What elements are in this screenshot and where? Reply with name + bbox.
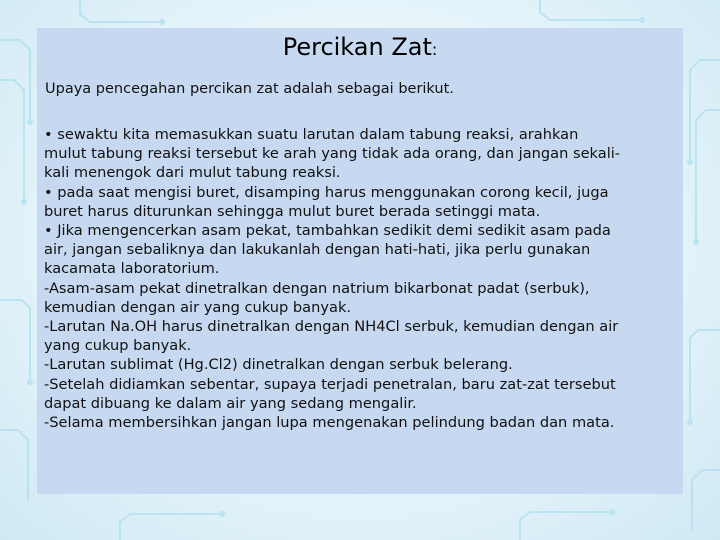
- text-line: -Larutan Na.OH harus dinetralkan dengan NH4Cl serbuk, kemudian dengan air: [44, 318, 619, 336]
- slide-title-text: Percikan Zat: [282, 33, 432, 61]
- text-line: yang cukup banyak.: [44, 337, 192, 355]
- text-line: -Asam-asam pekat dinetralkan dengan natrium bikarbonat padat (serbuk),: [44, 279, 590, 297]
- slide-title: [37, 30, 683, 67]
- text-line: kacamata laboratorium.: [44, 260, 220, 278]
- text-line: mulut tabung reaksi tersebut ke arah yang tidak ada orang, dan jangan sekali-: [44, 145, 621, 163]
- text-line: air, jangan sebaliknya dan lakukanlah dengan hati-hati, jika perlu gunakan: [44, 241, 591, 259]
- slide-title-colon: :: [431, 40, 438, 59]
- content-panel: [37, 28, 683, 494]
- text-line: • sewaktu kita memasukkan suatu larutan dalam tabung reaksi, arahkan: [44, 126, 579, 143]
- text-line: buret harus diturunkan sehingga mulut buret berada setinggi mata.: [44, 202, 541, 220]
- body-text: [44, 125, 676, 432]
- text-line: • pada saat mengisi buret, disamping harus menggunakan corong kecil, juga: [44, 183, 609, 201]
- text-line: -Larutan sublimat (Hg.Cl2) dinetralkan dengan serbuk belerang.: [44, 356, 513, 374]
- text-line: -Setelah didiamkan sebentar, supaya terjadi penetralan, baru zat-zat tersebut: [44, 375, 616, 393]
- text-line: dapat dibuang ke dalam air yang sedang mengalir.: [44, 394, 417, 412]
- intro-text: Upaya pencegahan percikan zat adalah sebagai berikut.: [45, 81, 454, 97]
- text-line: kemudian dengan air yang cukup banyak.: [44, 298, 352, 316]
- text-line: kali menengok dari mulut tabung reaksi.: [44, 164, 341, 182]
- text-line: -Selama membersihkan jangan lupa mengenakan pelindung badan dan mata.: [44, 414, 615, 432]
- text-line: • Jika mengencerkan asam pekat, tambahkan sedikit demi sedikit asam pada: [44, 222, 611, 240]
